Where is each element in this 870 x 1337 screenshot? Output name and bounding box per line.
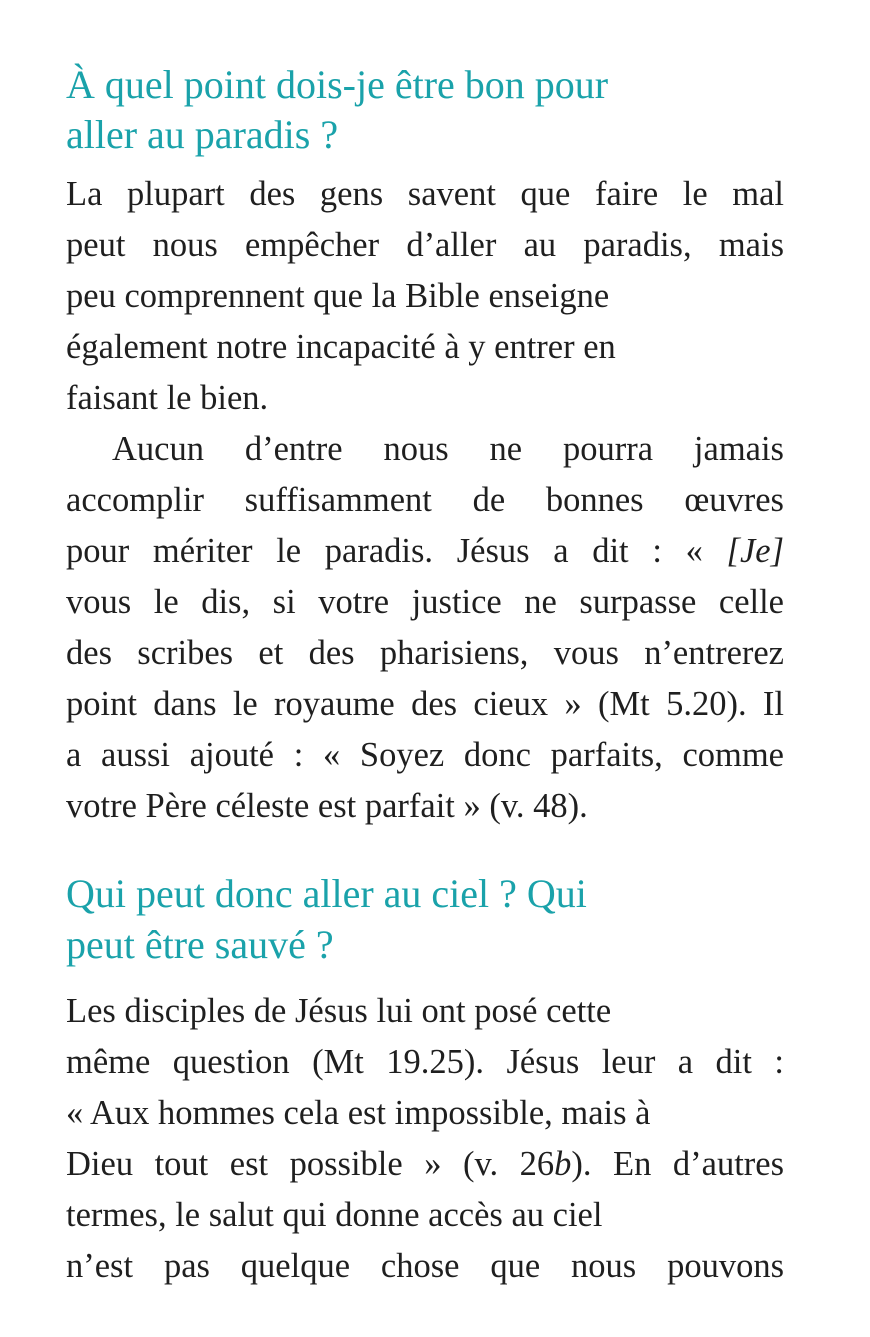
- paragraph-line: également notre incapacité à y entrer en: [66, 328, 616, 366]
- paragraph-line: votre Père céleste est parfait » (v. 48).: [66, 787, 588, 825]
- paragraph-line: Les disciples de Jésus lui ont posé cette: [66, 992, 612, 1030]
- italic-bracket-text: [Je]: [726, 532, 784, 570]
- paragraph-line: faisant le bien.: [66, 379, 269, 417]
- paragraph-line: point dans le royaume des cieux » (Mt 5.20). Il: [66, 685, 784, 723]
- paragraph-line: [66, 526, 784, 577]
- paragraph-line: termes, le salut qui donne accès au ciel: [66, 1196, 603, 1234]
- paragraph-line: « Aux hommes cela est impossible, mais à: [66, 1094, 651, 1132]
- paragraph-line: peu comprennent que la Bible enseigne: [66, 277, 610, 315]
- paragraph-line: des scribes et des pharisiens, vous n’entrerez: [66, 634, 784, 672]
- paragraph-line: [66, 1139, 784, 1190]
- paragraph-line: même question (Mt 19.25). Jésus leur a dit :: [66, 1043, 784, 1081]
- paragraph-text: pour mériter le paradis. Jésus a dit : «: [66, 532, 727, 570]
- section1-heading-line1: À quel point dois-je être bon pour: [66, 62, 609, 107]
- section2-heading-line2: peut être sauvé ?: [66, 922, 334, 967]
- section2-heading-line1: Qui peut donc aller au ciel ? Qui: [66, 871, 587, 916]
- paragraph-line: a aussi ajouté : « Soyez donc parfaits, comme: [66, 736, 784, 774]
- paragraph-line: Aucun d’entre nous ne pourra jamais: [112, 430, 784, 468]
- paragraph-line: peut nous empêcher d’aller au paradis, mais: [66, 226, 784, 264]
- paragraph-line: accomplir suffisamment de bonnes œuvres: [66, 481, 784, 519]
- paragraph-text: Dieu tout est possible » (v. 26: [66, 1145, 555, 1183]
- paragraph-line: La plupart des gens savent que faire le mal: [66, 175, 784, 213]
- paragraph-text: ). En d’autres: [571, 1145, 785, 1183]
- section1-heading-line2: aller au paradis ?: [66, 112, 339, 157]
- paragraph-line: vous le dis, si votre justice ne surpasse celle: [66, 583, 784, 621]
- italic-text: b: [554, 1145, 572, 1183]
- paragraph-line: n’est pas quelque chose que nous pouvons: [66, 1247, 784, 1285]
